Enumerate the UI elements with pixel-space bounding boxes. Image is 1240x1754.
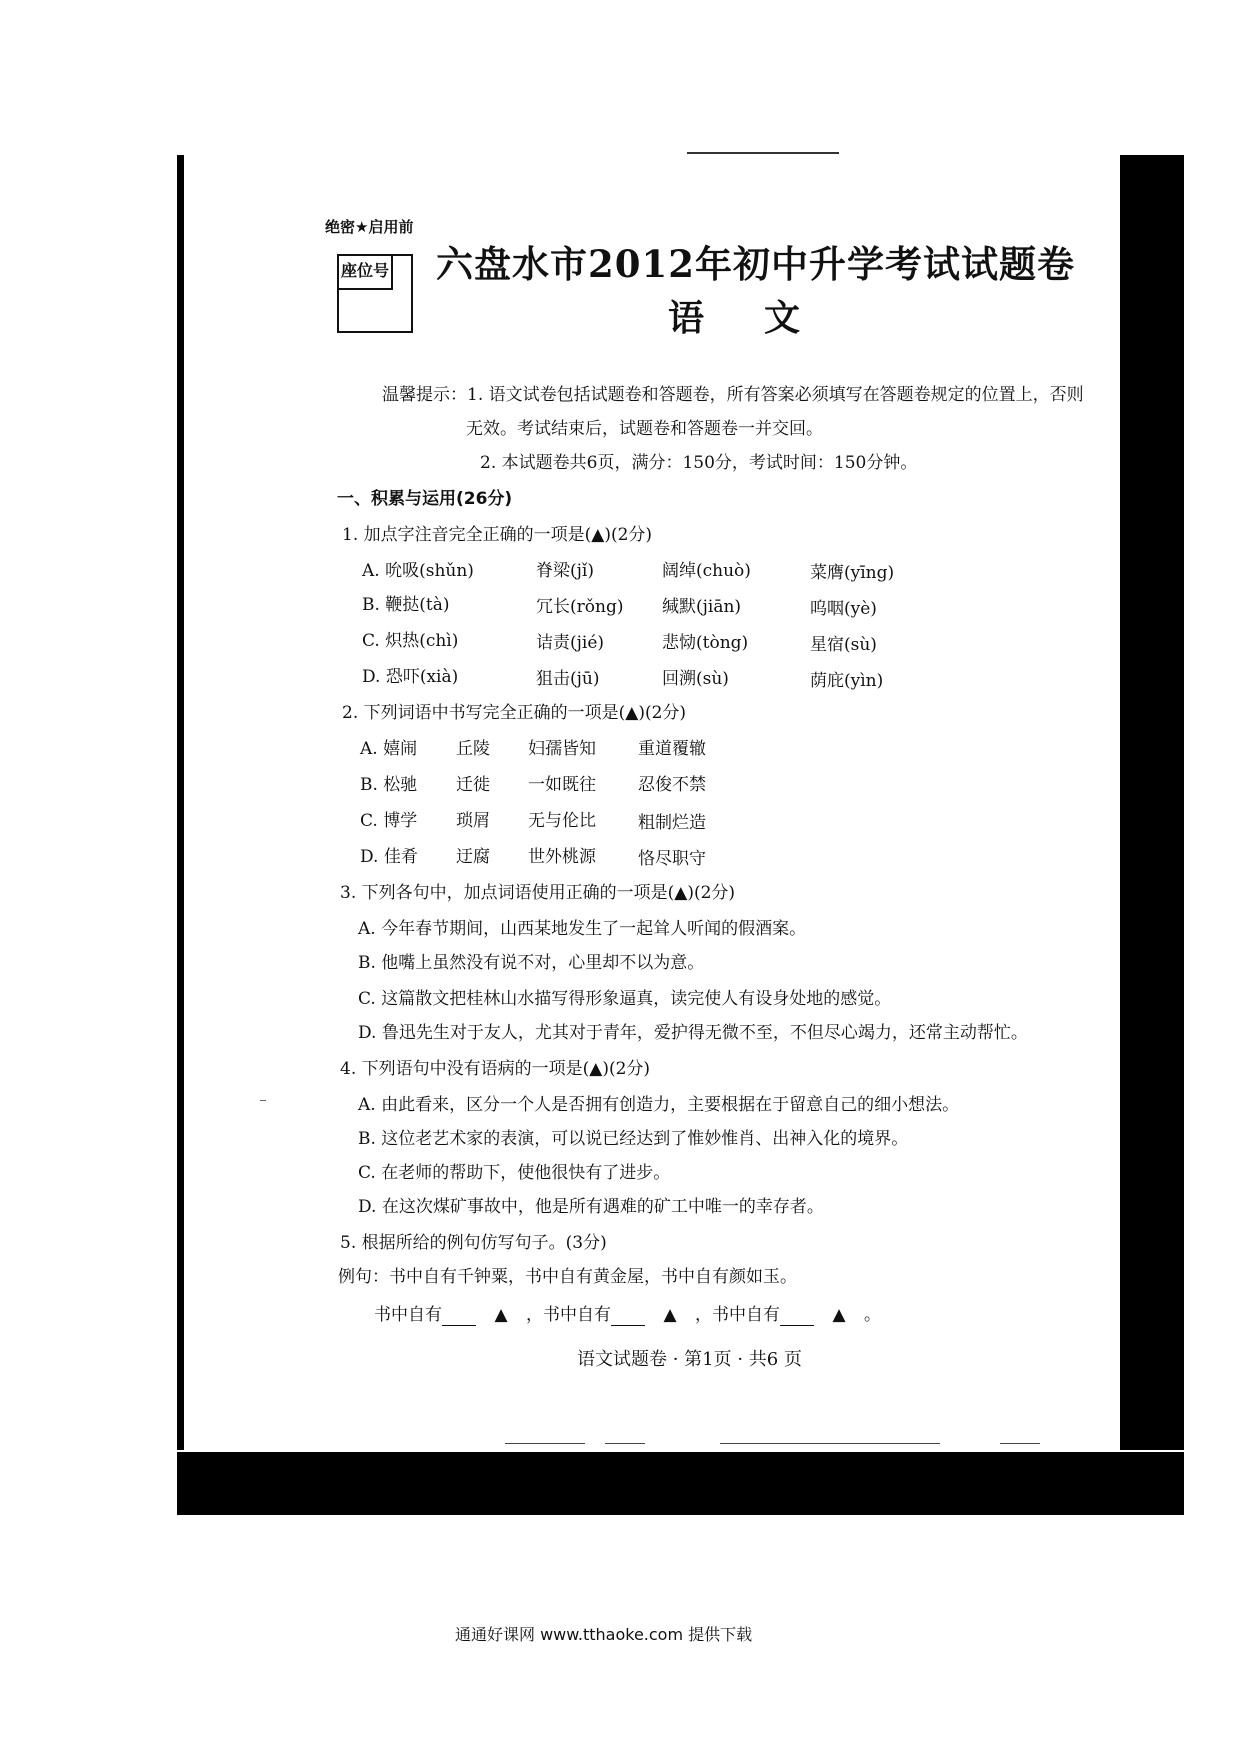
q5-triangle-3: ▲: [832, 1305, 846, 1325]
q1-b-4: 呜咽(yè): [810, 599, 877, 619]
q5-prefix-3: ，书中自有: [695, 1305, 780, 1325]
q3-option-d: D. 鲁迅先生对于友人，尤其对于青年，爱护得无微不至，不但尽心竭力，还常主动帮忙。: [358, 1023, 1028, 1043]
section-1-heading: 一、积累与运用(26分): [337, 489, 513, 509]
q5-triangle-2: ▲: [663, 1305, 677, 1325]
q5-triangle-1: ▲: [494, 1305, 508, 1325]
scan-artifact-mark: [260, 1100, 266, 1101]
scan-top-line: [687, 152, 839, 154]
q5-stem: 5. 根据所给的例句仿写句子。(3分): [340, 1233, 607, 1253]
notice-line-2: 无效。考试结束后，试题卷和答题卷一并交回。: [466, 419, 823, 439]
q4-option-b: B. 这位老艺术家的表演，可以说已经达到了惟妙惟肖、出神入化的境界。: [358, 1129, 909, 1149]
q2-a-1: A. 嬉闹: [360, 739, 418, 759]
q5-blank-1[interactable]: [442, 1309, 476, 1326]
q5-end: 。: [864, 1305, 881, 1325]
q2-c-3: 无与伦比: [528, 811, 596, 831]
scan-border-right-inner: [1120, 155, 1128, 1450]
q2-d-3: 世外桃源: [528, 847, 596, 867]
scan-border-right: [1128, 155, 1184, 1450]
page-footer: 语文试题卷 · 第1页 · 共6 页: [577, 1349, 802, 1370]
q2-b-1: B. 松驰: [360, 775, 418, 795]
q2-c-2: 琐屑: [456, 811, 490, 831]
q1-c-2: 诘责(jié): [536, 633, 605, 653]
q3-stem: 3. 下列各句中，加点词语使用正确的一项是(▲)(2分): [340, 883, 736, 903]
scan-artifact-line: [1000, 1443, 1040, 1444]
q4-option-c: C. 在老师的帮助下，使他很快有了进步。: [358, 1163, 671, 1183]
q2-c-1: C. 博学: [360, 811, 418, 831]
q4-stem: 4. 下列语句中没有语病的一项是(▲)(2分): [340, 1059, 651, 1079]
seat-number-box: [337, 254, 413, 333]
scan-artifact-line: [605, 1443, 645, 1444]
q5-prefix-2: ，书中自有: [526, 1305, 611, 1325]
q2-a-4: 重道覆辙: [638, 739, 706, 759]
q1-a-3: 阔绰(chuò): [662, 561, 751, 581]
q1-a-2: 脊梁(jǐ): [536, 561, 594, 581]
q5-example: 例句：书中自有千钟粟，书中自有黄金屋，书中自有颜如玉。: [338, 1267, 797, 1287]
q1-c-4: 星宿(sù): [810, 635, 877, 655]
q1-a-4: 菜膺(yīng): [810, 563, 895, 583]
scan-border-left: [177, 155, 184, 1450]
q2-a-2: 丘陵: [456, 739, 490, 759]
q2-d-1: D. 佳肴: [360, 847, 418, 867]
scan-border-bottom: [177, 1452, 1184, 1515]
scan-artifact-line: [720, 1443, 940, 1444]
q5-answer-line: [374, 1304, 881, 1326]
exam-subject: 语文: [668, 297, 861, 339]
q2-a-3: 妇孺皆知: [528, 739, 596, 759]
q1-c-3: 悲恸(tòng): [662, 633, 749, 653]
q5-prefix-1: 书中自有: [374, 1305, 442, 1325]
q2-c-4: 粗制烂造: [638, 813, 706, 833]
q3-option-b: B. 他嘴上虽然没有说不对，心里却不以为意。: [358, 953, 705, 973]
q2-d-4: 恪尽职守: [638, 849, 706, 869]
secret-label: 绝密★启用前: [325, 218, 414, 236]
q1-b-3: 缄默(jiān): [662, 597, 742, 617]
q1-d-4: 荫庇(yìn): [810, 671, 884, 691]
exam-page: [184, 155, 1120, 1452]
exam-title: 六盘水市2012年初中升学考试试题卷: [436, 242, 1075, 286]
q1-d-3: 回溯(sù): [662, 669, 729, 689]
q2-b-3: 一如既往: [528, 775, 596, 795]
q1-a-1: A. 吮吸(shǔn): [362, 561, 474, 581]
q5-blank-2[interactable]: [611, 1309, 645, 1326]
scan-artifact-line: [505, 1443, 585, 1444]
q4-option-d: D. 在这次煤矿事故中，他是所有遇难的矿工中唯一的幸存者。: [358, 1197, 824, 1217]
q2-b-4: 忍俊不禁: [638, 775, 706, 795]
q1-b-2: 冗长(rǒng): [536, 597, 624, 617]
seat-number-label: 座位号: [339, 256, 393, 290]
q3-option-c: C. 这篇散文把桂林山水描写得形象逼真，读完使人有设身处地的感觉。: [358, 989, 892, 1009]
q4-option-a: A. 由此看来，区分一个人是否拥有创造力，主要根据在于留意自己的细小想法。: [358, 1095, 960, 1115]
q2-d-2: 迂腐: [456, 847, 490, 867]
q5-blank-3[interactable]: [780, 1309, 814, 1326]
q1-d-2: 狙击(jū): [536, 669, 600, 689]
q1-b-1: B. 鞭挞(tà): [362, 595, 450, 615]
site-footer: 通通好课网 www.tthaoke.com 提供下载: [455, 1625, 753, 1644]
q2-b-2: 迁徙: [456, 775, 490, 795]
q2-stem: 2. 下列词语中书写完全正确的一项是(▲)(2分): [342, 703, 687, 723]
notice-line-3: 2. 本试题卷共6页，满分：150分，考试时间：150分钟。: [480, 453, 918, 473]
q1-d-1: D. 恐吓(xià): [362, 667, 459, 687]
q1-c-1: C. 炽热(chì): [362, 631, 459, 651]
q3-option-a: A. 今年春节期间，山西某地发生了一起耸人听闻的假酒案。: [358, 919, 807, 939]
q1-stem: 1. 加点字注音完全正确的一项是(▲)(2分): [342, 525, 653, 545]
notice-line-1: 温馨提示：1. 语文试卷包括试题卷和答题卷，所有答案必须填写在答题卷规定的位置上，否则: [382, 385, 1084, 405]
